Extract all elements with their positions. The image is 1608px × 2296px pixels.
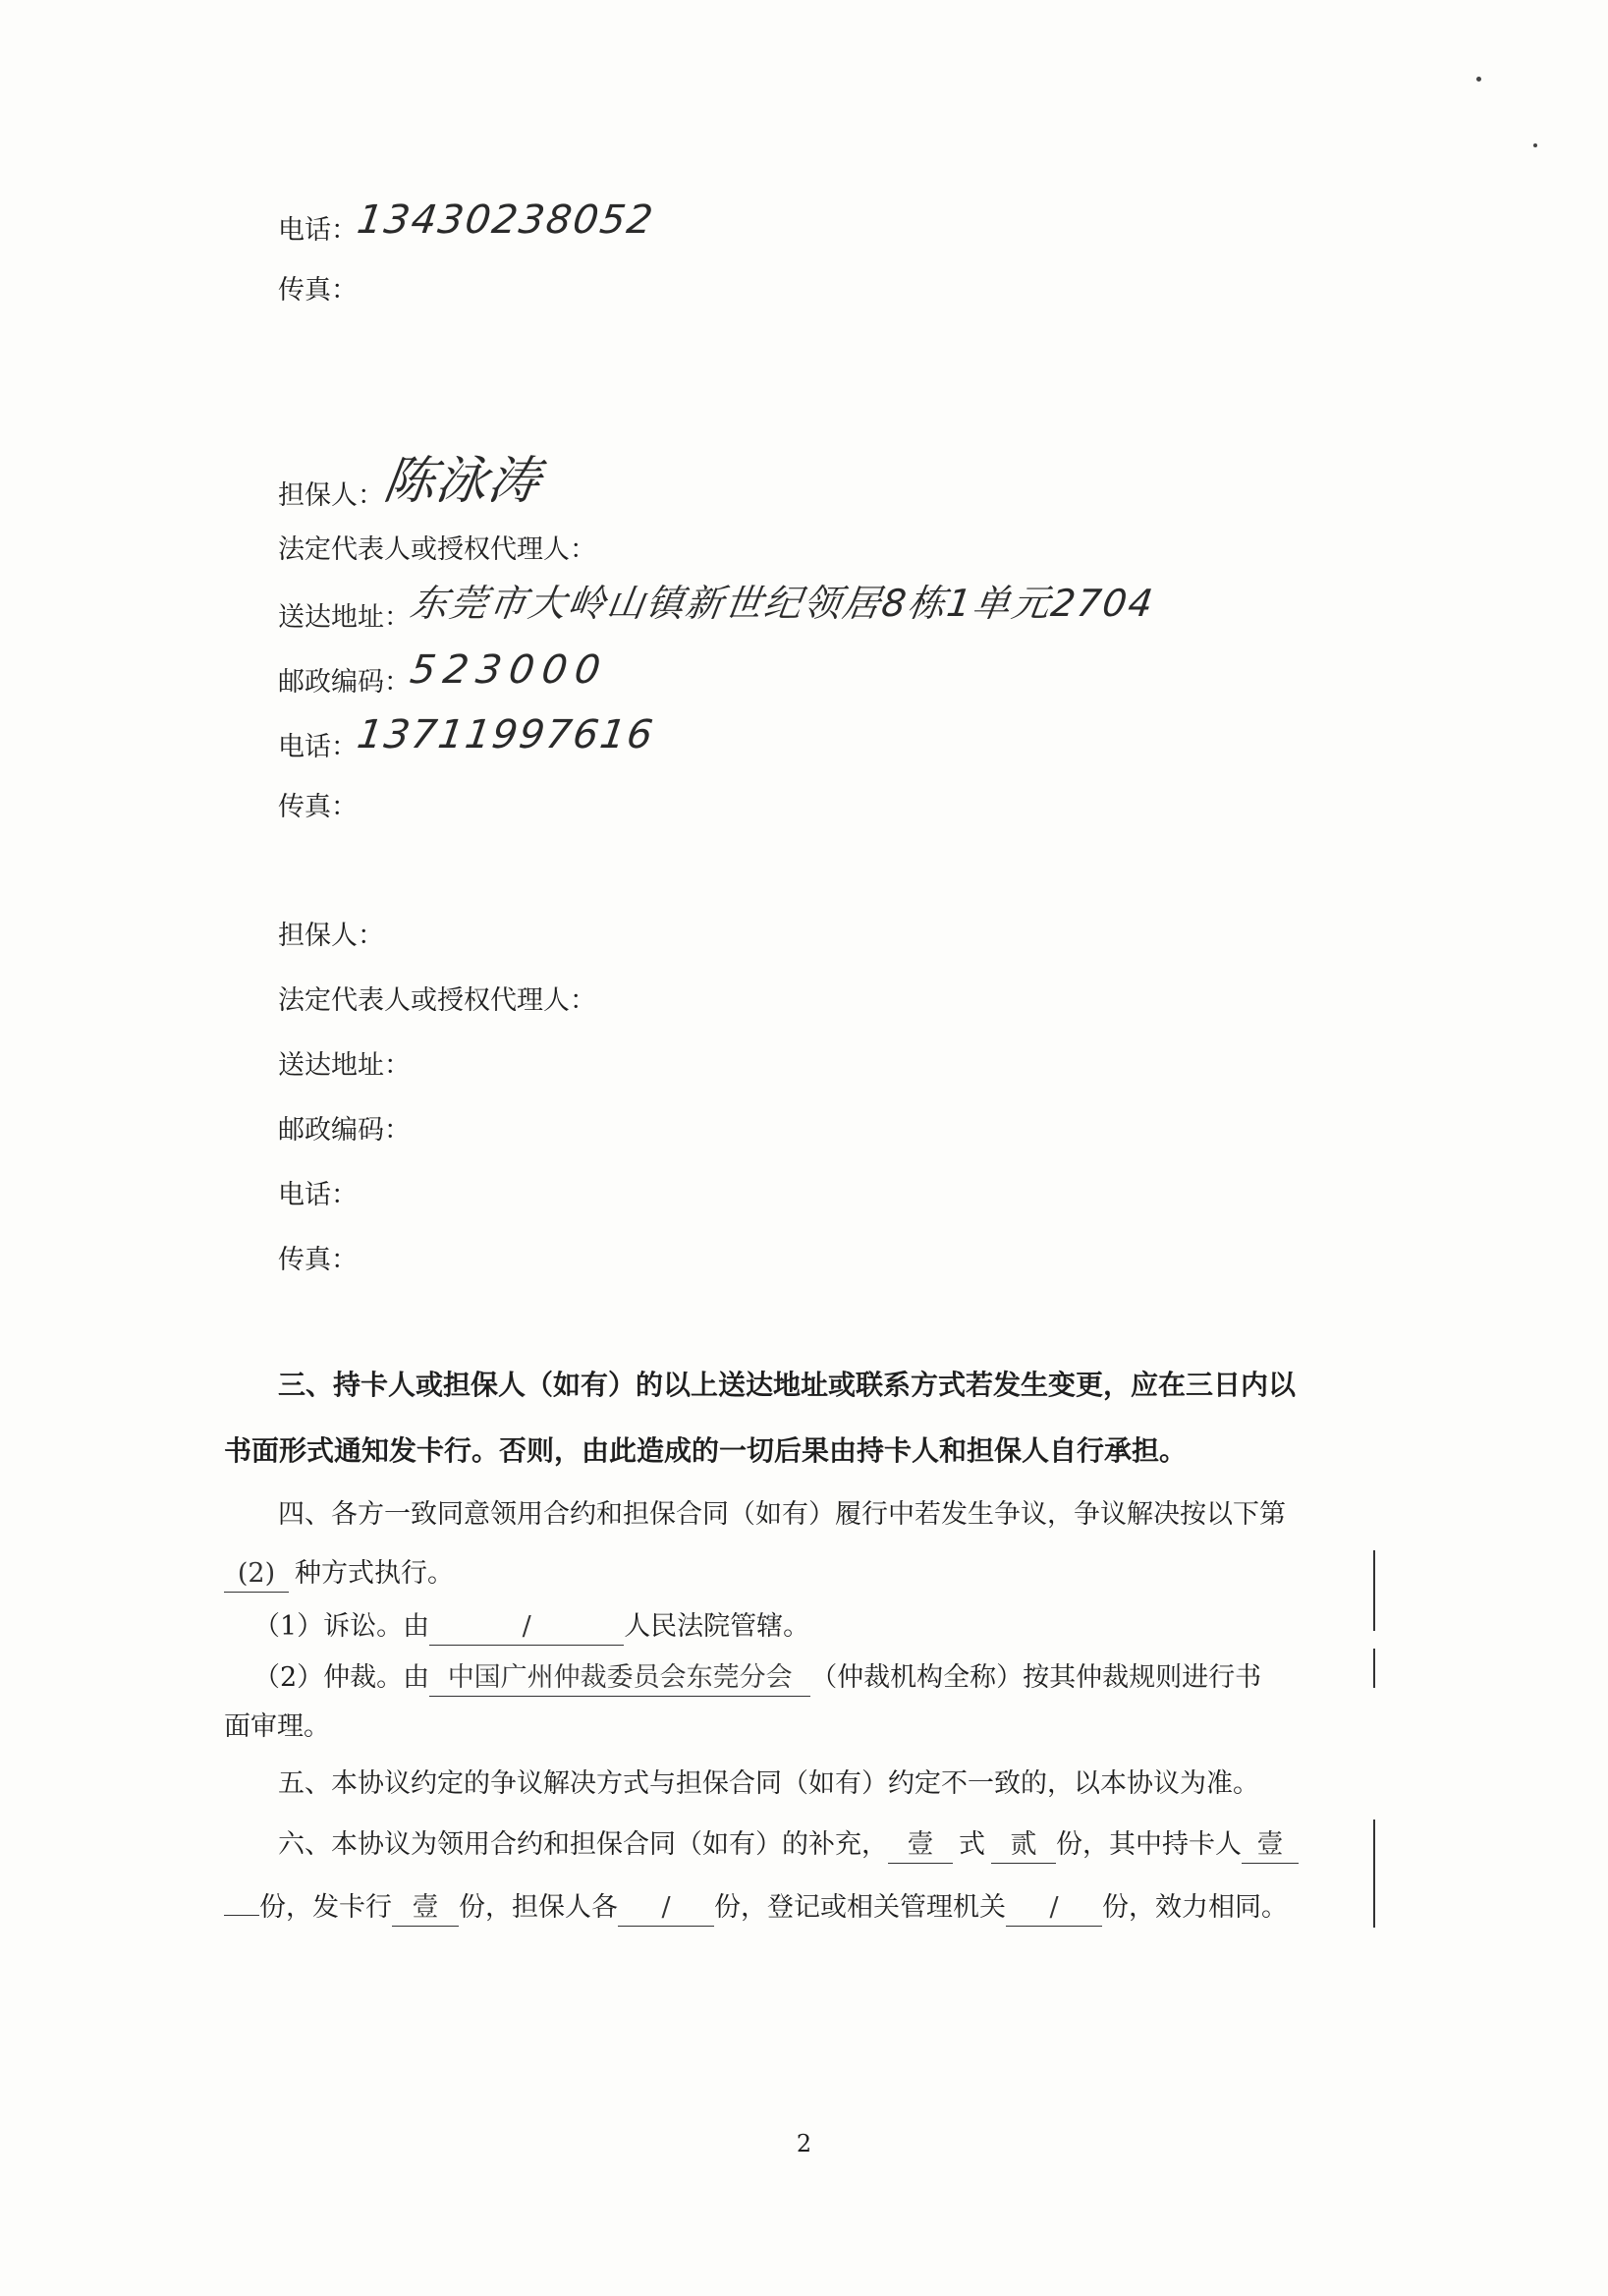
clause-6-mid-2: 份，其中持卡人 xyxy=(1056,1829,1242,1860)
postcode-line-1 xyxy=(278,647,611,700)
fax-line-2 xyxy=(278,790,358,825)
phone-line-3 xyxy=(278,1178,358,1213)
copies-total-field: 贰 xyxy=(991,1827,1056,1864)
option-1-suffix: 人民法院管辖。 xyxy=(624,1611,810,1642)
postcode-label: 邮政编码： xyxy=(278,1115,411,1146)
clause-6-authority-label: 份，登记或相关管理机关 xyxy=(714,1892,1006,1923)
margin-mark xyxy=(1373,1550,1375,1631)
option-1-court-field: / xyxy=(429,1609,624,1646)
address-line-1 xyxy=(278,582,1158,636)
scan-speck xyxy=(1476,77,1481,82)
authority-copies-field: / xyxy=(1006,1890,1102,1927)
cardholder-copies-field: 壹 xyxy=(1242,1827,1299,1864)
issuer-copies-field: 壹 xyxy=(392,1890,459,1927)
option-choice-field: (2) xyxy=(224,1556,289,1593)
address-label: 送达地址： xyxy=(278,1050,411,1081)
page-number: 2 xyxy=(796,2130,812,2157)
clause-6-mid-1: 式 xyxy=(959,1829,985,1860)
guarantor-line-1 xyxy=(278,452,545,514)
guarantor-line-2 xyxy=(278,919,384,954)
phone-label: 电话： xyxy=(278,732,358,762)
clause-6-suffix: 份，效力相同。 xyxy=(1102,1892,1288,1923)
margin-mark xyxy=(1373,1649,1375,1688)
guarantor-label: 担保人： xyxy=(278,921,384,951)
phone-label: 电话： xyxy=(278,215,358,246)
clause-4-option-1 xyxy=(253,1609,809,1646)
rep-line-2 xyxy=(278,983,596,1019)
line-2-leading-blank xyxy=(224,1915,259,1916)
clause-6-prefix: 六、本协议为领用合约和担保合同（如有）的补充， xyxy=(278,1829,888,1860)
fax-label: 传真： xyxy=(278,792,358,822)
clause-3-line-1: 三、持卡人或担保人（如有）的以上送达地址或联系方式若发生变更，应在三日内以 xyxy=(278,1369,1297,1401)
option-2-suffix: （仲裁机构全称）按其仲裁规则进行书 xyxy=(810,1662,1262,1693)
phone-handwritten: 13430238052 xyxy=(354,197,658,243)
clause-5: 五、本协议约定的争议解决方式与担保合同（如有）约定不一致的，以本协议为准。 xyxy=(278,1768,1259,1799)
margin-mark xyxy=(1373,1820,1375,1928)
rep-label: 法定代表人或授权代理人： xyxy=(278,534,596,565)
clause-4-option-2-line-2: 面审理。 xyxy=(224,1711,330,1742)
option-2-arbitration-field: 中国广州仲裁委员会东莞分会 xyxy=(429,1660,810,1697)
clause-6-guarantor-label: 份，担保人各 xyxy=(459,1892,618,1923)
postcode-line-2 xyxy=(278,1113,411,1148)
address-handwritten: 东莞市大岭山镇新世纪领居8栋1单元2704 xyxy=(407,582,1158,625)
postcode-label: 邮政编码： xyxy=(278,667,411,698)
phone-handwritten: 13711997616 xyxy=(354,712,658,757)
clause-4-suffix: 种方式执行。 xyxy=(295,1558,454,1589)
fax-line-1 xyxy=(278,273,358,308)
phone-line-1 xyxy=(278,197,658,249)
phone-label: 电话： xyxy=(278,1180,358,1210)
clause-4-line-2 xyxy=(224,1556,454,1593)
option-1-prefix: （1）诉讼。由 xyxy=(253,1611,430,1642)
clause-6-issuer-label: 份，发卡行 xyxy=(259,1892,392,1923)
address-label: 送达地址： xyxy=(278,602,411,633)
clause-6-line-2 xyxy=(224,1890,1288,1927)
guarantor-signature: 陈泳涛 xyxy=(379,452,545,511)
phone-line-2 xyxy=(278,712,658,765)
rep-line-1 xyxy=(278,532,596,568)
scan-speck xyxy=(1533,143,1537,147)
clause-3-line-2: 书面形式通知发卡行。否则，由此造成的一切后果由持卡人和担保人自行承担。 xyxy=(224,1434,1188,1467)
fax-label: 传真： xyxy=(278,1245,358,1275)
rep-label: 法定代表人或授权代理人： xyxy=(278,985,596,1016)
copies-style-field: 壹 xyxy=(888,1827,953,1864)
guarantor-copies-field: / xyxy=(618,1890,714,1927)
postcode-handwritten: 523000 xyxy=(407,647,611,693)
clause-6-line-1 xyxy=(278,1827,1299,1864)
fax-label: 传真： xyxy=(278,275,358,306)
clause-4-option-2 xyxy=(253,1660,1261,1697)
fax-line-3 xyxy=(278,1243,358,1278)
address-line-2 xyxy=(278,1048,411,1084)
guarantor-label: 担保人： xyxy=(278,480,384,511)
clause-4-line-1: 四、各方一致同意领用合约和担保合同（如有）履行中若发生争议，争议解决按以下第 xyxy=(278,1499,1286,1530)
option-2-prefix: （2）仲裁。由 xyxy=(253,1662,430,1693)
